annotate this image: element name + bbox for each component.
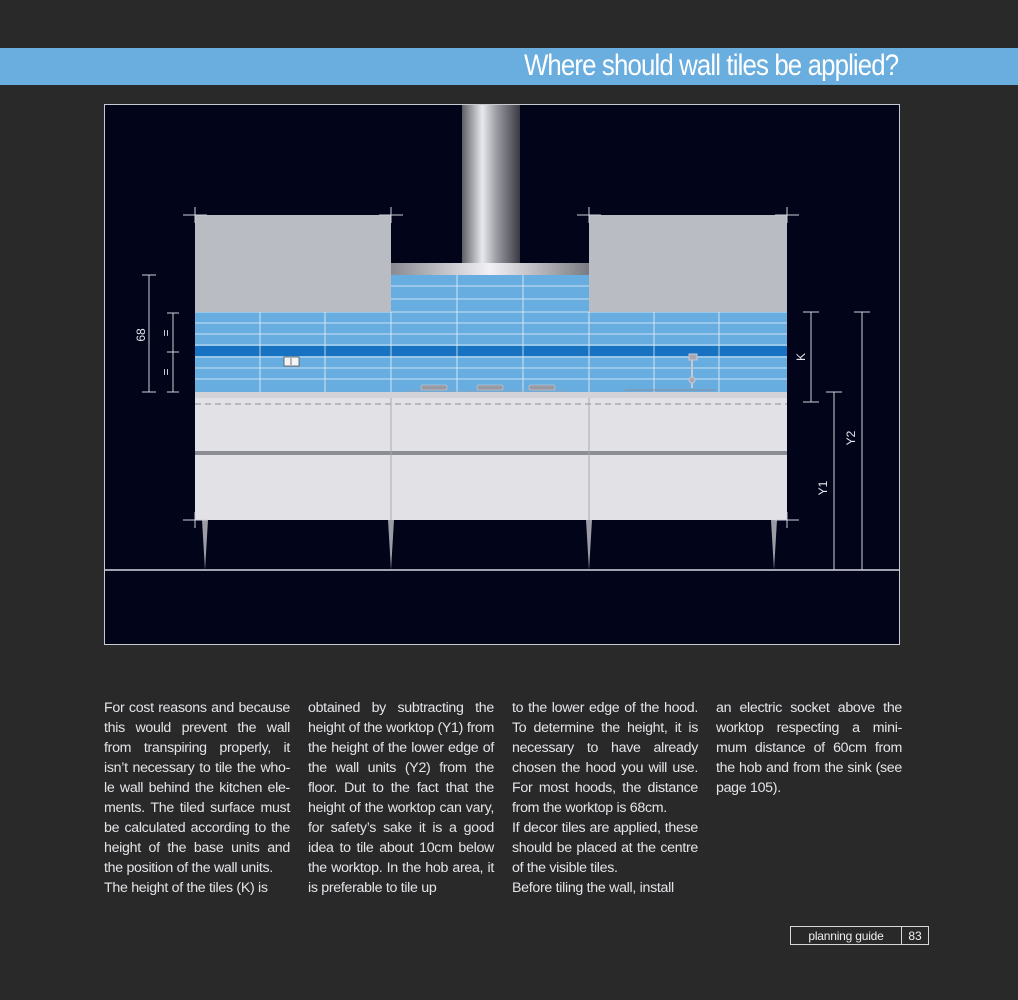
- dimension-k-label: K: [794, 352, 808, 362]
- paragraph: to the lower edge of the hood. To determine the height, it is necessary to have already chosen the hood you will use. For most hoods, the distance from the worktop is 68cm.: [512, 700, 698, 816]
- paragraph: For cost reasons and because this would prevent the wall from transpiring properly, it isn’t necessary to tile the who-le wall behind the kitchen ele-ments. The tiled surface must be calculated according to the height of the base units and the position of the wall units.: [104, 700, 290, 876]
- page-number: 83: [901, 926, 929, 945]
- page-footer: [790, 926, 929, 945]
- paragraph: If decor tiles are applied, these should be placed at the centre of the visible tiles.: [512, 820, 698, 876]
- paragraph: an electric socket above the worktop respecting a mini-mum distance of 60cm from the hob and from the sink (see page 105).: [716, 700, 902, 796]
- dimension-y2-label: Y2: [844, 430, 858, 446]
- decor-tile-band: [195, 346, 787, 356]
- section-label: planning guide: [790, 926, 901, 945]
- hob: [405, 385, 565, 391]
- kitchen-elevation-svg: [105, 105, 899, 644]
- paragraph: Before tiling the wall, install: [512, 880, 674, 896]
- text-column-1: [104, 698, 290, 898]
- base-units: [195, 398, 787, 520]
- wall-unit-left: [195, 215, 391, 312]
- equal-mark-bottom: =: [159, 368, 173, 376]
- hood-canopy: [391, 263, 589, 275]
- text-column-3: [512, 698, 698, 898]
- electric-socket: [284, 357, 299, 366]
- paragraph: obtained by subtracting the height of the worktop (Y1) from the height of the lower edge of the wall units (Y2) from the floor. Dut to the fact that the height of the worktop can vary, for safety’s sake it is a good idea to tile about 10cm below the worktop. In the hob area, it is preferable to tile up: [308, 700, 494, 896]
- dimension-68-label: 68: [134, 328, 148, 342]
- paragraph: The height of the tiles (K) is: [104, 880, 268, 896]
- title-band: [0, 48, 1018, 85]
- equal-mark-top: =: [159, 329, 173, 337]
- hood-chimney: [462, 105, 520, 263]
- text-column-4: [716, 698, 902, 798]
- dimension-y1-label: Y1: [816, 480, 830, 496]
- page-title: Where should wall tiles be applied?: [523, 49, 898, 82]
- kitchen-elevation-diagram: [104, 104, 900, 645]
- body-text: [104, 698, 900, 898]
- text-column-2: [308, 698, 494, 898]
- unit-legs: [202, 520, 777, 570]
- worktop: [195, 392, 787, 398]
- wall-unit-right: [589, 215, 787, 312]
